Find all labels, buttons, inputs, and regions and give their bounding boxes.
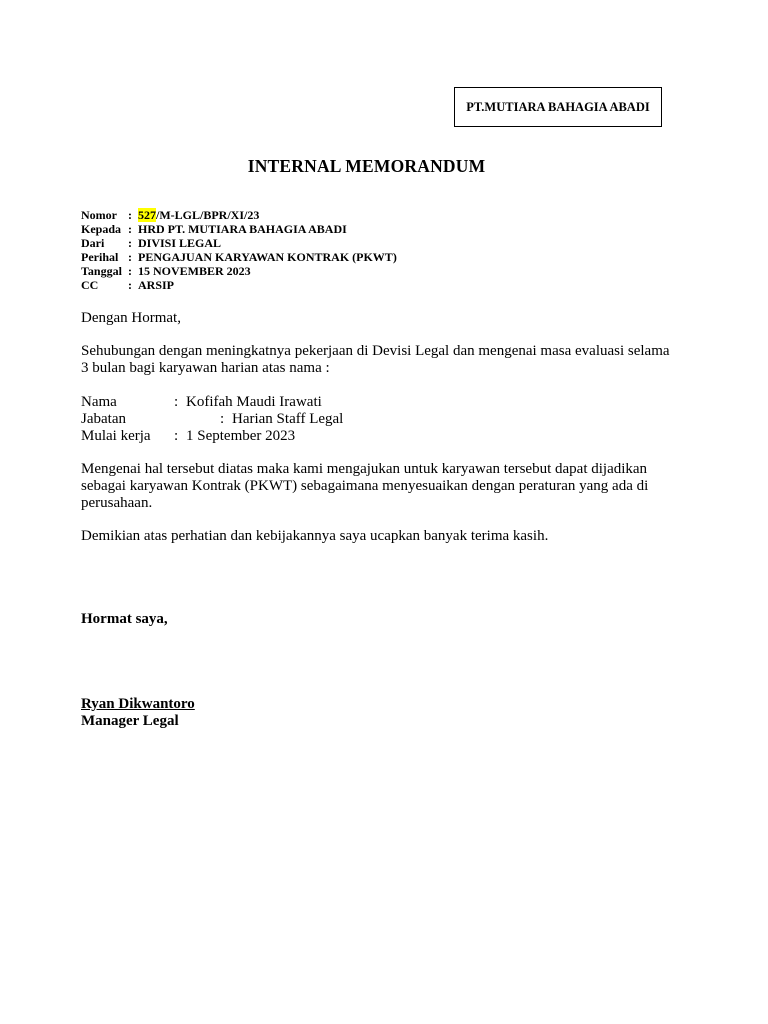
company-name-box [454, 87, 662, 127]
field-label: Dari [81, 236, 105, 250]
employee-colon: : [174, 428, 179, 444]
memo-title: INTERNAL MEMORANDUM [247, 156, 486, 176]
field-colon: : [128, 222, 132, 236]
employee-colon: : [220, 411, 225, 427]
field-label: Tanggal [81, 264, 122, 278]
field-value: DIVISI LEGAL [138, 236, 222, 250]
employee-label: Mulai kerja [81, 428, 151, 444]
highlighted-number: 527 [138, 208, 156, 222]
field-label: Kepada [81, 222, 122, 236]
signer-title: Manager Legal [81, 713, 179, 729]
company-name: PT.MUTIARA BAHAGIA ABADI [466, 99, 650, 114]
closing-paragraph: Demikian atas perhatian dan kebijakannya saya ucapkan banyak terima kasih. [81, 528, 549, 544]
field-value [138, 208, 259, 222]
intro-paragraph: Sehubungan dengan meningkatnya pekerjaan di Devisi Legal dan mengenai masa evaluasi selama 3 bulan bagi karyawan harian atas nama : [81, 343, 670, 376]
field-colon: : [128, 250, 132, 264]
greeting: Dengan Hormat, [81, 310, 181, 326]
signoff: Hormat saya, [81, 611, 168, 627]
field-colon: : [128, 278, 132, 292]
field-value: ARSIP [138, 278, 175, 292]
field-value: HRD PT. MUTIARA BAHAGIA ABADI [138, 222, 347, 236]
request-paragraph: Mengenai hal tersebut diatas maka kami mengajukan untuk karyawan tersebut dapat dijadikan sebagai karyawan Kontrak (PKWT) sebagaimana menyesuaikan dengan peraturan yang ada di perusahaan. [81, 461, 649, 511]
field-label: CC [81, 278, 99, 292]
employee-value: Harian Staff Legal [232, 411, 344, 427]
field-colon: : [128, 236, 132, 250]
field-colon: : [128, 264, 132, 278]
field-label: Perihal [81, 250, 119, 264]
signer-name: Ryan Dikwantoro [81, 696, 195, 712]
field-label: Nomor [81, 208, 117, 222]
employee-label: Jabatan [81, 411, 126, 427]
field-colon: : [128, 208, 132, 222]
field-value: PENGAJUAN KARYAWAN KONTRAK (PKWT) [138, 250, 397, 264]
signature-block [81, 696, 195, 730]
field-value: 15 NOVEMBER 2023 [138, 264, 251, 278]
employee-label: Nama [81, 394, 117, 410]
number-suffix: /M-LGL/BPR/XI/23 [156, 208, 260, 222]
employee-value: Kofifah Maudi Irawati [186, 394, 322, 410]
employee-colon: : [174, 394, 179, 410]
employee-value: 1 September 2023 [186, 428, 296, 444]
